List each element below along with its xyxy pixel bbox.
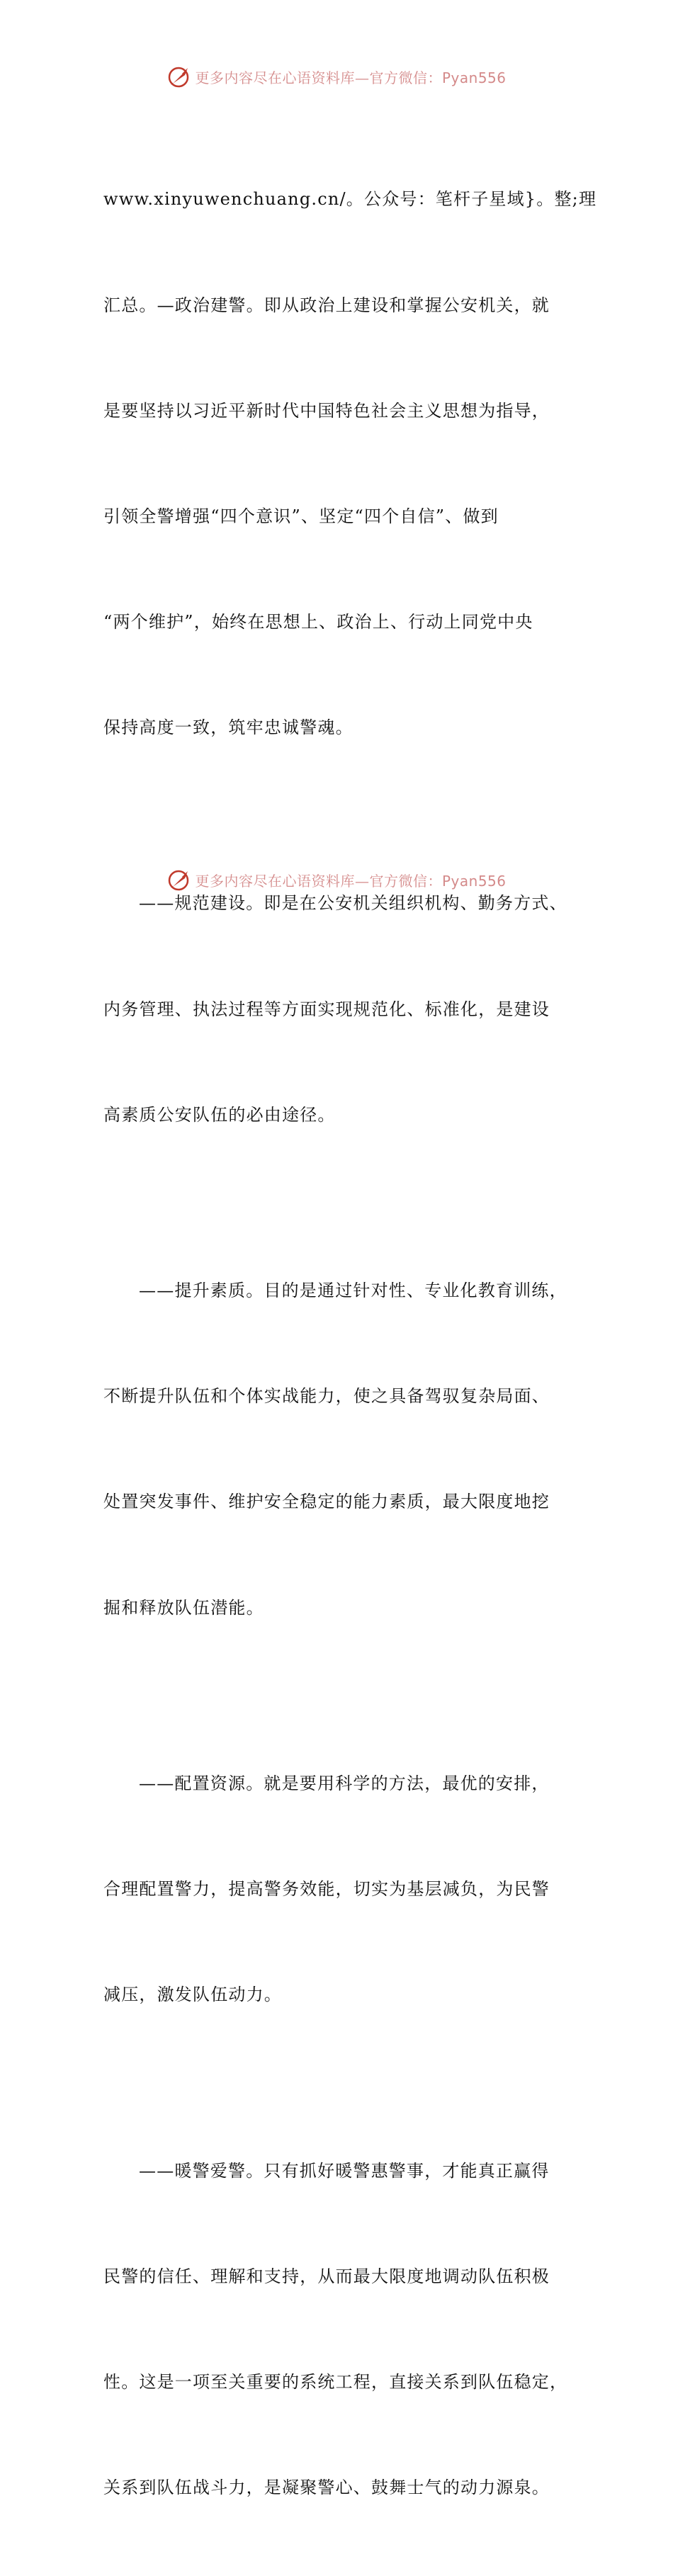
paragraph-3 bbox=[103, 1203, 585, 1696]
text-line: www.xinyuwenchuang.cn/。公众号：笔杆子星域}。整;理 bbox=[103, 189, 597, 210]
document-body bbox=[103, 112, 597, 2576]
text-line: 内务管理、执法过程等方面实现规范化、标准化，是建设 bbox=[103, 999, 550, 1019]
text-line: 合理配置警力，提高警务效能，切实为基层减负，为民警 bbox=[103, 1879, 550, 1900]
footer-banner bbox=[0, 866, 673, 894]
text-line: ——规范建设。即是在公安机关组织机构、勤务方式、 bbox=[139, 893, 567, 914]
text-line: 关系到队伍战斗力，是凝聚警心、鼓舞士气的动力源泉。 bbox=[103, 2478, 550, 2498]
header-banner bbox=[0, 62, 673, 91]
quill-logo-icon bbox=[166, 64, 192, 89]
text-line: ——提升素质。目的是通过针对性、专业化教育训练， bbox=[139, 1281, 567, 1301]
text-line: 保持高度一致，筑牢忠诚警魂。 bbox=[103, 717, 354, 737]
text-line: ——暖警爱警。只有抓好暖警惠警事，才能真正赢得 bbox=[139, 2160, 550, 2181]
text-line: 民警的信任、理解和支持，从而最大限度地调动队伍积极 bbox=[103, 2266, 550, 2286]
text-line: ——配置资源。就是要用科学的方法，最优的安排， bbox=[139, 1774, 550, 1794]
text-line: 减压，激发队伍动力。 bbox=[103, 1985, 282, 2005]
text-line: 性。这是一项至关重要的系统工程，直接关系到队伍稳定， bbox=[103, 2372, 568, 2392]
text-line: 掘和释放队伍潜能。 bbox=[103, 1597, 264, 1618]
text-line: 高素质公安队伍的必由途径。 bbox=[103, 1104, 336, 1125]
footer-banner-text: 更多内容尽在心语资料库—官方微信：Pyan556 bbox=[195, 872, 507, 890]
text-line: 是要坚持以习近平新时代中国特色社会主义思想为指导， bbox=[103, 400, 550, 421]
text-line: 不断提升队伍和个体实战能力，使之具备驾驭复杂局面、 bbox=[103, 1386, 550, 1407]
text-line: 处置突发事件、维护安全稳定的能力素质，最大限度地挖 bbox=[103, 1492, 550, 1512]
quill-logo-icon bbox=[166, 867, 192, 892]
text-line: 汇总。—政治建警。即从政治上建设和掌握公安机关，就 bbox=[103, 295, 550, 315]
paragraph-4 bbox=[103, 1696, 585, 2084]
paragraph-5 bbox=[103, 2083, 585, 2576]
header-banner-text: 更多内容尽在心语资料库—官方微信：Pyan556 bbox=[195, 69, 507, 86]
text-line: 引领全警增强“四个意识”、坚定“四个自信”、做到 bbox=[103, 506, 499, 526]
paragraph-1 bbox=[103, 112, 597, 816]
text-line: “两个维护”，始终在思想上、政治上、行动上同党中央 bbox=[103, 611, 533, 632]
